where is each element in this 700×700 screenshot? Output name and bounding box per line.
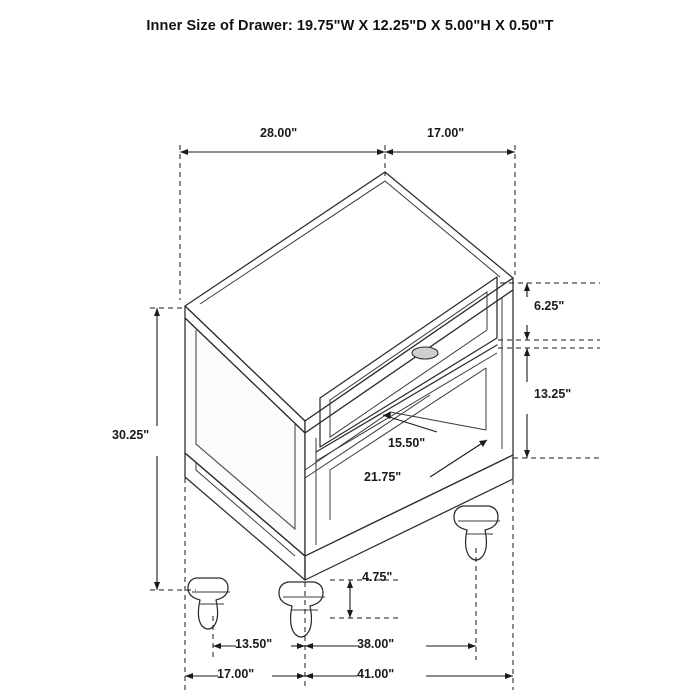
dim-label-drawer-opening-height: 13.25" xyxy=(534,387,572,401)
dim-label-leg-height: 4.75" xyxy=(362,570,393,584)
nightstand-drawing xyxy=(185,172,513,637)
dim-label-overall-height: 30.25" xyxy=(112,428,150,442)
dim-label-base-left-width: 13.50" xyxy=(235,637,273,651)
dim-label-top-to-drawer: 6.25" xyxy=(534,299,565,313)
drawer-knob xyxy=(412,347,438,359)
leg-front-center xyxy=(279,582,325,637)
page-title: Inner Size of Drawer: 19.75"W X 12.25"D X 5.00"H X 0.50"T xyxy=(146,18,554,34)
dim-label-top-width: 28.00" xyxy=(260,126,298,140)
dim-label-base-front-width: 38.00" xyxy=(357,637,395,651)
dim-label-top-depth: 17.00" xyxy=(427,126,465,140)
dim-label-inner-shelf-width: 21.75" xyxy=(364,470,402,484)
leg-front-left xyxy=(188,578,230,629)
dim-label-base-width-outer: 41.00" xyxy=(357,667,395,681)
dim-label-inner-shelf-depth: 15.50" xyxy=(388,436,426,450)
dim-label-base-depth-outer: 17.00" xyxy=(217,667,255,681)
leg-right xyxy=(454,506,500,560)
